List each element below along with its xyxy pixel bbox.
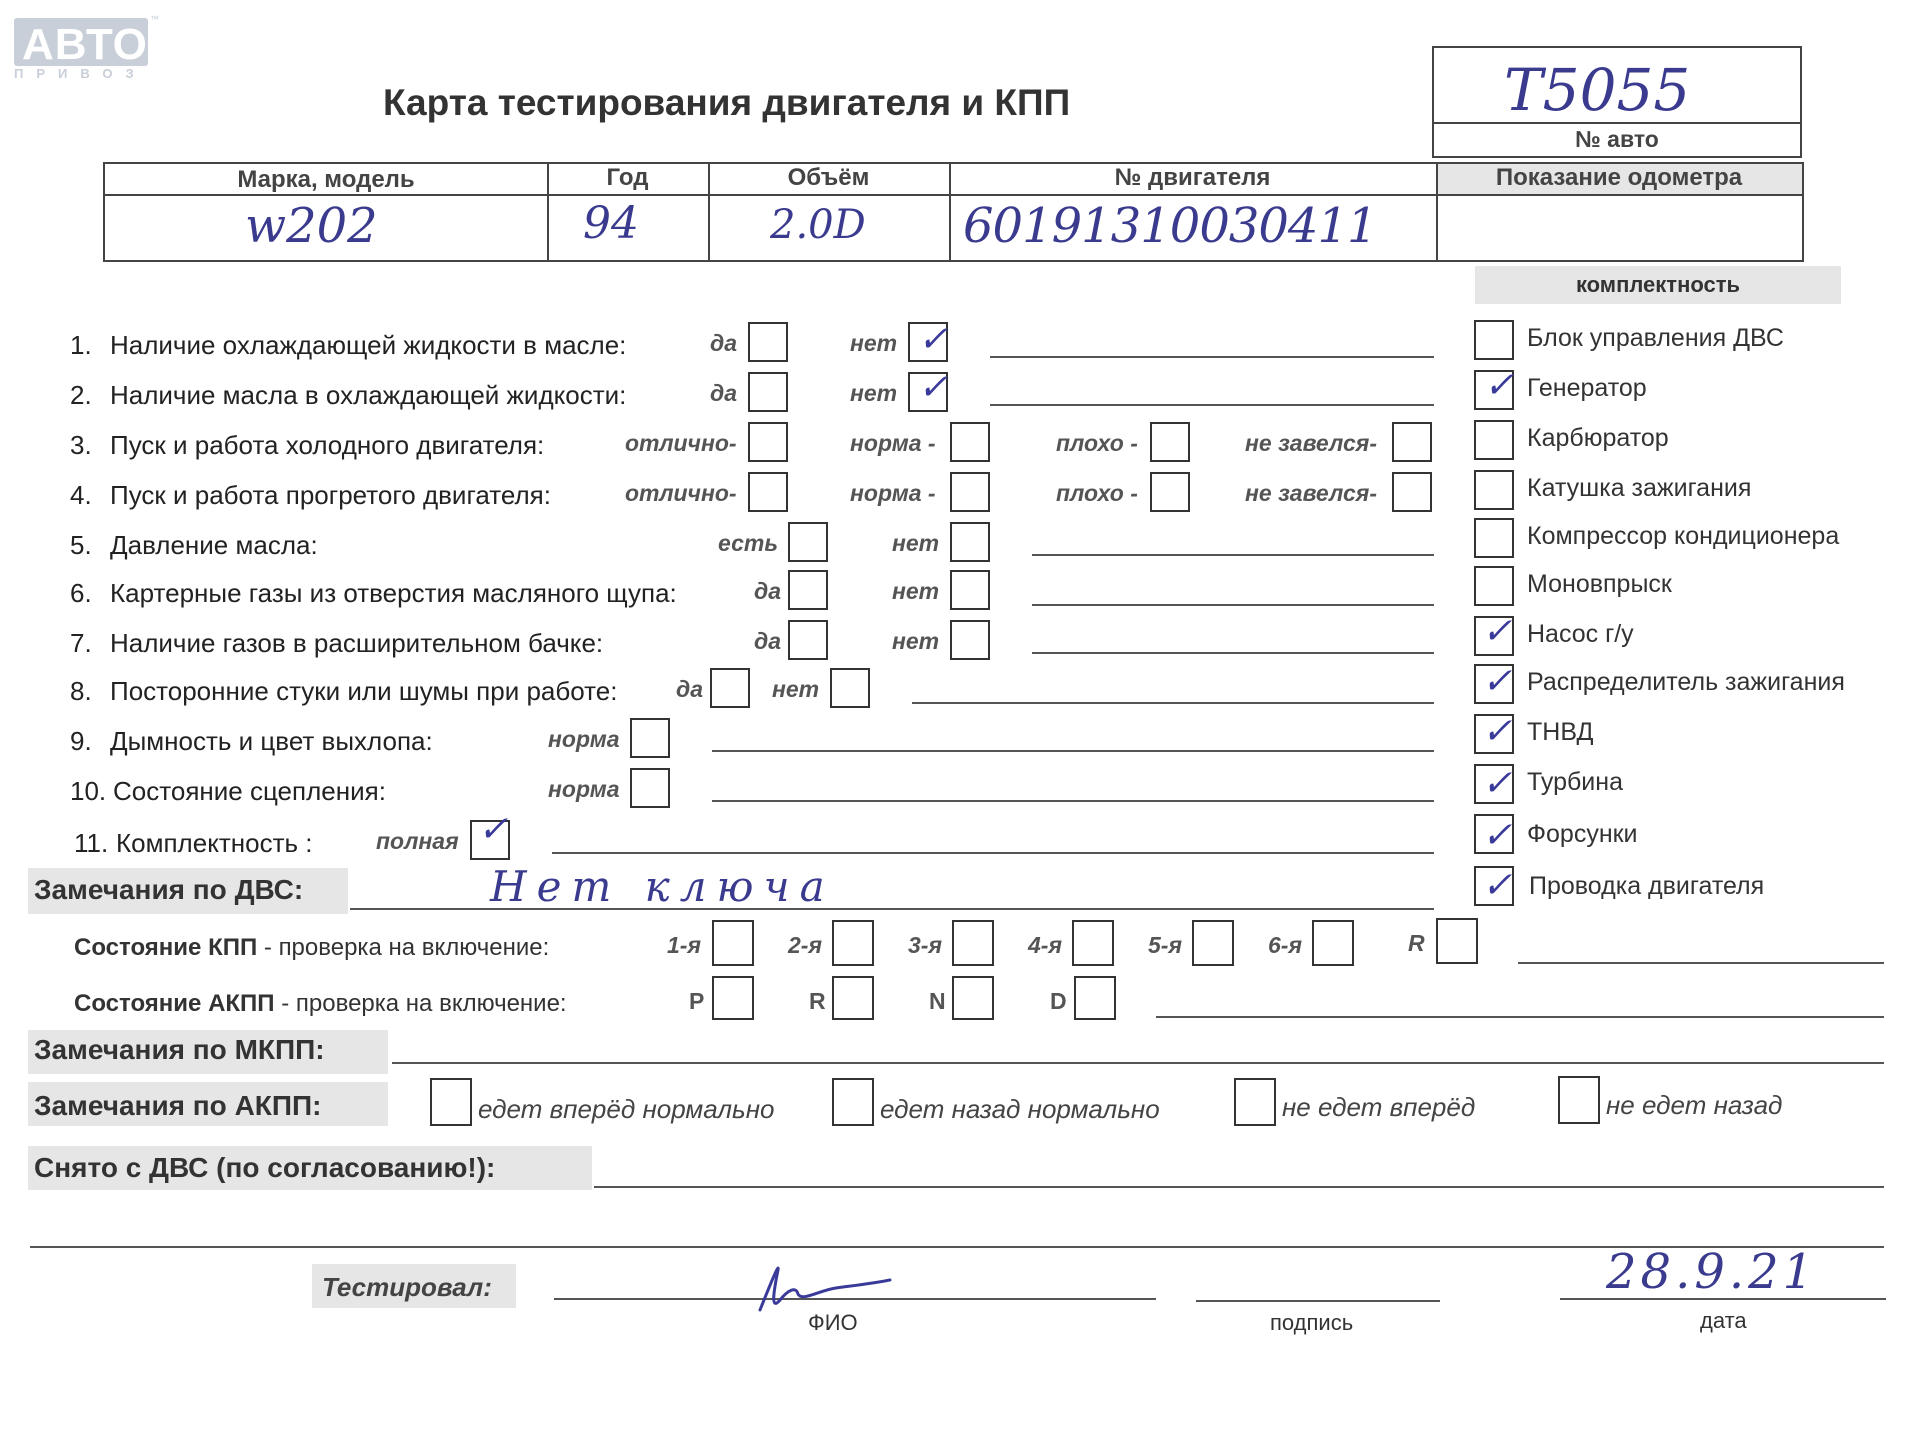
q2-yes-checkbox[interactable] [748, 372, 788, 412]
year-header: Год [606, 164, 649, 191]
complete-item-injectors: Форсунки [1527, 820, 1638, 848]
kpp-gear-r-label: R [1408, 930, 1425, 956]
mkpp-remarks-line [392, 1062, 1884, 1064]
complete-item-ecu: Блок управления ДВС [1527, 324, 1784, 352]
complete-check-distributor: ✓ [1482, 661, 1513, 702]
kpp-line [1518, 962, 1884, 964]
q4-normal-checkbox[interactable] [950, 472, 990, 512]
q2-opt-no: нет [850, 380, 898, 406]
q6-no-checkbox[interactable] [950, 570, 990, 610]
logo-text: АВТО [22, 20, 148, 69]
q3-opt-bad: плохо - [1056, 430, 1138, 456]
q11-num: 11. [74, 828, 109, 858]
q9-normal-checkbox[interactable] [630, 718, 670, 758]
q8-opt-yes: да [676, 676, 704, 702]
q3-normal-checkbox[interactable] [950, 422, 990, 462]
akpp-line [1156, 1016, 1884, 1018]
sign-line [1196, 1300, 1440, 1302]
q7-text: Наличие газов в расширительном бачке: [110, 628, 604, 658]
q6-opt-no: нет [892, 578, 940, 604]
akpp-no-back-label: не едет назад [1606, 1090, 1783, 1120]
q5-opt-no: нет [892, 530, 940, 556]
q5-yes-checkbox[interactable] [788, 522, 828, 562]
akpp-mode-r-label: R [809, 988, 826, 1014]
akpp-remarks-label: Замечания по АКПП: [34, 1090, 322, 1121]
q4-excellent-checkbox[interactable] [748, 472, 788, 512]
page-title: Карта тестирования двигателя и КПП [383, 82, 1071, 123]
header-table [103, 162, 1804, 262]
q6-opt-yes: да [754, 578, 782, 604]
q11-opt-full: полная [376, 828, 459, 854]
engine-number-value: 60191310030411 [963, 198, 1377, 254]
removed-label: Снято с ДВС (по согласованию!): [34, 1152, 496, 1183]
q5-text: Давление масла: [110, 530, 318, 560]
akpp-forward-ok-checkbox[interactable] [430, 1078, 472, 1126]
q9-num: 9. [70, 726, 92, 756]
engine-remarks-line [350, 908, 1434, 910]
akpp-mode-r-checkbox[interactable] [832, 976, 874, 1020]
complete-item-distributor: Распределитель зажигания [1527, 668, 1845, 696]
akpp-no-back-checkbox[interactable] [1558, 1076, 1600, 1124]
engine-remarks-value: Нет ключа [490, 862, 835, 911]
akpp-mode-n-label: N [929, 988, 946, 1014]
q4-num: 4. [70, 480, 92, 510]
auto-number-value: T5055 [1504, 56, 1691, 124]
q7-no-checkbox[interactable] [950, 620, 990, 660]
complete-item-monoinjection: Моновпрыск [1527, 570, 1672, 598]
complete-item-ac-compressor: Компрессор кондиционера [1527, 522, 1840, 550]
volume-value: 2.0D [770, 202, 866, 248]
q2-text: Наличие масла в охлаждающей жидкости: [110, 380, 627, 410]
complete-cb-ac-compressor[interactable] [1474, 518, 1514, 558]
removed-line [594, 1186, 1884, 1188]
q4-bad-checkbox[interactable] [1150, 472, 1190, 512]
akpp-mode-n-checkbox[interactable] [952, 976, 994, 1020]
q3-text: Пуск и работа холодного двигателя: [110, 430, 545, 460]
auto-number-label: № авто [1575, 126, 1659, 152]
akpp-back-ok-checkbox[interactable] [832, 1078, 874, 1126]
kpp-label [74, 934, 549, 962]
complete-cb-ignition-coil[interactable] [1474, 470, 1514, 510]
q2-no-check-mark: ✓ [918, 367, 949, 408]
complete-cb-carburetor[interactable] [1474, 420, 1514, 460]
q1-line [990, 356, 1434, 358]
complete-item-ignition-coil: Катушка зажигания [1527, 474, 1752, 502]
kpp-gear-1-label: 1-я [667, 932, 701, 958]
complete-check-wiring: ✓ [1482, 865, 1513, 906]
q1-opt-yes: да [710, 330, 738, 356]
akpp-forward-ok-label: едет вперёд нормально [478, 1094, 775, 1124]
q6-yes-checkbox[interactable] [788, 570, 828, 610]
date-label: дата [1700, 1308, 1747, 1333]
q10-num: 10. [70, 776, 107, 806]
kpp-label-rest: - проверка на включение: [257, 934, 550, 961]
q1-yes-checkbox[interactable] [748, 322, 788, 362]
q3-opt-not-started: не завелся- [1245, 430, 1377, 456]
q3-opt-excellent: отлично- [625, 430, 737, 456]
logo-subtitle: ПРИВОЗ [14, 66, 147, 81]
model-value: w202 [245, 198, 378, 254]
q1-text: Наличие охлаждающей жидкости в масле: [110, 330, 627, 360]
year-value: 94 [583, 198, 639, 249]
q4-opt-bad: плохо - [1056, 480, 1138, 506]
q8-line [912, 702, 1434, 704]
odometer-header: Показание одометра [1495, 164, 1743, 191]
q8-yes-checkbox[interactable] [710, 668, 750, 708]
date-value: 28.9.21 [1606, 1244, 1818, 1300]
akpp-mode-d-label: D [1050, 988, 1067, 1014]
complete-cb-ecu[interactable] [1474, 320, 1514, 360]
q6-line [1032, 604, 1434, 606]
sign-label: подпись [1270, 1310, 1354, 1335]
kpp-gear-6-label: 6-я [1268, 932, 1302, 958]
complete-cb-monoinjection[interactable] [1474, 566, 1514, 606]
complete-check-turbo: ✓ [1482, 763, 1513, 804]
q8-num: 8. [70, 676, 92, 706]
q10-opt-normal: норма [548, 776, 620, 802]
q2-line [990, 404, 1434, 406]
q7-opt-yes: да [754, 628, 782, 654]
complete-item-injection-pump: ТНВД [1527, 718, 1594, 746]
q4-opt-excellent: отлично- [625, 480, 737, 506]
q4-text: Пуск и работа прогретого двигателя: [110, 480, 551, 510]
complete-check-injection-pump: ✓ [1482, 711, 1513, 752]
complete-check-ps-pump: ✓ [1482, 611, 1513, 652]
q8-opt-no: нет [772, 676, 820, 702]
mkpp-remarks-label: Замечания по МКПП: [34, 1034, 325, 1065]
q8-no-checkbox[interactable] [830, 668, 870, 708]
volume-header: Объём [787, 164, 870, 191]
akpp-label [74, 990, 567, 1018]
auto-number-box [1432, 46, 1802, 158]
kpp-gear-5-label: 5-я [1148, 932, 1182, 958]
tested-label: Тестировал: [322, 1272, 492, 1302]
kpp-gear-4-checkbox[interactable] [1072, 920, 1114, 966]
q1-opt-no: нет [850, 330, 898, 356]
kpp-gear-r-checkbox[interactable] [1436, 918, 1478, 964]
q3-num: 3. [70, 430, 92, 460]
q7-opt-no: нет [892, 628, 940, 654]
q1-num: 1. [70, 330, 92, 360]
complete-check-injectors: ✓ [1482, 815, 1513, 856]
kpp-gear-3-checkbox[interactable] [952, 920, 994, 966]
kpp-gear-2-label: 2-я [788, 932, 822, 958]
kpp-gear-6-checkbox[interactable] [1312, 920, 1354, 966]
q4-not-started-checkbox[interactable] [1392, 472, 1432, 512]
akpp-back-ok-label: едет назад нормально [880, 1094, 1160, 1124]
complete-item-generator: Генератор [1527, 374, 1647, 402]
engine-number-header: № двигателя [1114, 164, 1271, 191]
q3-bad-checkbox[interactable] [1150, 422, 1190, 462]
fio-label: ФИО [808, 1310, 858, 1335]
q7-line [1032, 652, 1434, 654]
q5-line [1032, 554, 1434, 556]
akpp-no-forward-label: не едет вперёд [1282, 1092, 1476, 1122]
q5-no-checkbox[interactable] [950, 522, 990, 562]
q10-line [712, 800, 1434, 802]
model-header: Марка, модель [237, 166, 415, 193]
q6-text: Картерные газы из отверстия масляного щупа: [110, 578, 677, 608]
q11-text: Комплектность : [116, 828, 313, 858]
akpp-mode-p-checkbox[interactable] [712, 976, 754, 1020]
q7-yes-checkbox[interactable] [788, 620, 828, 660]
akpp-mode-p-label: P [689, 988, 705, 1014]
kpp-gear-2-checkbox[interactable] [832, 920, 874, 966]
q8-text: Посторонние стуки или шумы при работе: [110, 676, 618, 706]
completeness-title: комплектность [1575, 272, 1741, 297]
logo-tm: ™ [150, 14, 159, 24]
q2-num: 2. [70, 380, 92, 410]
q4-opt-normal: норма - [850, 480, 936, 506]
kpp-gear-4-label: 4-я [1028, 932, 1062, 958]
q4-opt-not-started: не завелся- [1245, 480, 1377, 506]
kpp-label-bold: Состояние КПП [74, 934, 258, 961]
logo [14, 18, 150, 68]
akpp-mode-d-checkbox[interactable] [1074, 976, 1116, 1020]
q7-num: 7. [70, 628, 92, 658]
akpp-label-rest: - проверка на включение: [274, 990, 567, 1017]
q10-text: Состояние сцепления: [113, 776, 386, 806]
q11-line [552, 852, 1434, 854]
complete-item-wiring: Проводка двигателя [1529, 872, 1765, 900]
akpp-label-bold: Состояние АКПП [74, 990, 275, 1017]
kpp-gear-5-checkbox[interactable] [1192, 920, 1234, 966]
q5-num: 5. [70, 530, 92, 560]
complete-item-carburetor: Карбюратор [1527, 424, 1669, 452]
q3-not-started-checkbox[interactable] [1392, 422, 1432, 462]
q2-opt-yes: да [710, 380, 738, 406]
q5-opt-yes: есть [718, 530, 778, 556]
q10-normal-checkbox[interactable] [630, 768, 670, 808]
kpp-gear-3-label: 3-я [908, 932, 942, 958]
q9-opt-normal: норма [548, 726, 620, 752]
q11-full-check-mark: ✓ [478, 809, 509, 850]
q3-opt-normal: норма - [850, 430, 936, 456]
engine-remarks-label: Замечания по ДВС: [34, 874, 304, 905]
kpp-gear-1-checkbox[interactable] [712, 920, 754, 966]
q1-no-check-mark: ✓ [918, 319, 949, 360]
q3-excellent-checkbox[interactable] [748, 422, 788, 462]
complete-check-generator: ✓ [1484, 365, 1515, 406]
q9-text: Дымность и цвет выхлопа: [110, 726, 433, 756]
akpp-no-forward-checkbox[interactable] [1234, 1078, 1276, 1126]
q9-line [712, 750, 1434, 752]
q6-num: 6. [70, 578, 92, 608]
complete-item-turbo: Турбина [1527, 768, 1623, 796]
complete-item-ps-pump: Насос г/у [1527, 620, 1634, 648]
